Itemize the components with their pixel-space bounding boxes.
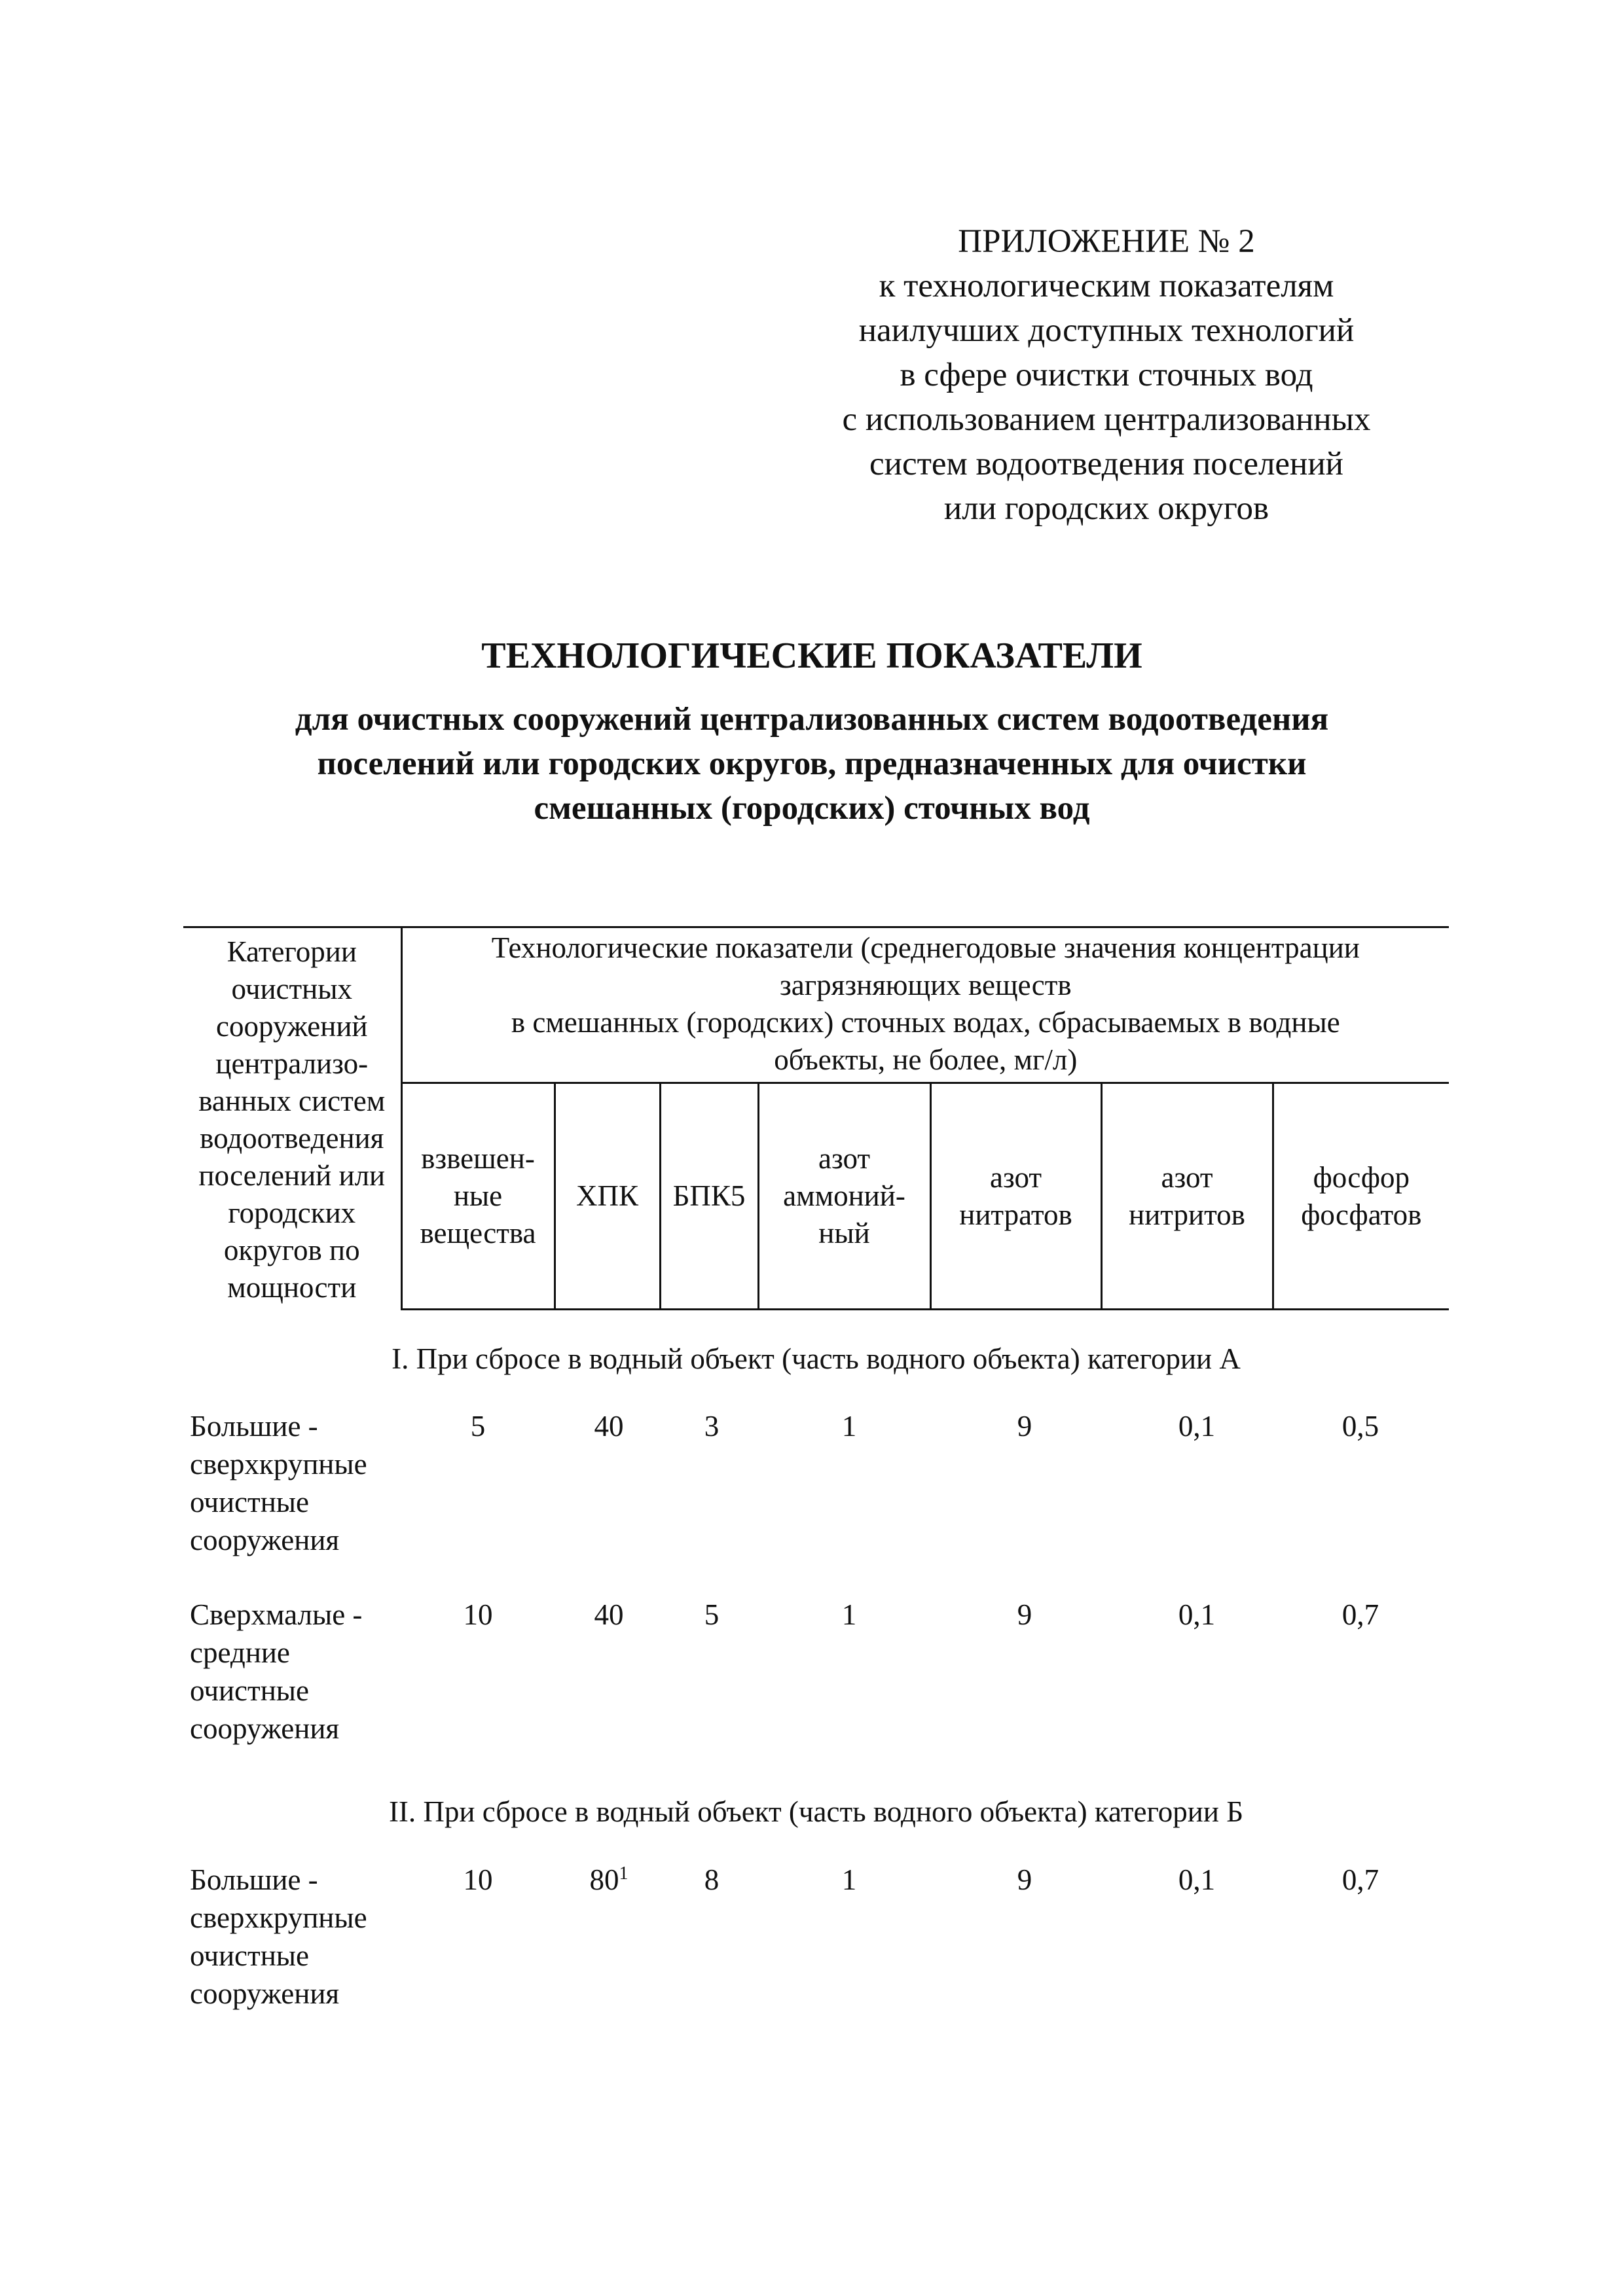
section-title: II. При сбросе в водный объект (часть водного объекта) категории Б [388,1795,1244,1828]
cell-value: 10 [463,1863,493,1896]
appendix-line: с использованием централизованных [842,401,1371,438]
cell-value: 40 [594,1598,624,1631]
table-header [183,926,1449,1310]
appendix-line: к технологическим показателям [879,268,1334,304]
subtitle-line: смешанных (городских) сточных вод [534,790,1090,827]
indicators-group-header: Технологические показатели (среднегодовые значения концентрации загрязняющих веществ в смешанных (городских) сточных водах, сбрасываемых в водные объекты, не более, мг/л) [401,927,1449,1083]
footnote-marker: 1 [619,1863,629,1884]
column-header-nitrate-nitrogen: азот нитратов [930,1083,1101,1310]
subtitle-line: поселений или городских округов, предназначенных для очистки [317,745,1307,782]
column-header-nitrite-nitrogen: азот нитритов [1101,1083,1273,1310]
row-category: Большие - сверхкрупные очистные сооружения [190,1410,367,1556]
cell-value: 8 [704,1863,720,1896]
cell-value: 0,1 [1178,1410,1216,1443]
row-category: Большие - сверхкрупные очистные сооружения [190,1863,367,2010]
appendix-line: или городских округов [943,490,1269,527]
cell-value: 9 [1017,1863,1032,1896]
appendix-line: систем водоотведения поселений [869,446,1343,482]
cell-value: 0,7 [1341,1598,1379,1631]
appendix-block [753,219,1460,531]
appendix-line: наилучших доступных технологий [858,312,1355,349]
cell-value: 5 [470,1410,486,1443]
appendix-line: в сфере очистки сточных вод [900,357,1313,393]
cell-value: 0,5 [1341,1410,1379,1443]
column-header-cod: ХПК [555,1083,660,1310]
cell-value: $80^1$ [589,1863,629,1896]
cell-value: 10 [463,1598,493,1631]
category-header: Категории очистных сооружений централизо- ванных систем водоотведения поселений или городских округов по мощности [183,927,401,1310]
cell-value: 9 [1017,1410,1032,1443]
document-title: ТЕХНОЛОГИЧЕСКИЕ ПОКАЗАТЕЛИ [481,636,1142,676]
cell-value: 9 [1017,1598,1032,1631]
cell-value: 40 [594,1410,624,1443]
section-title: I. При сбросе в водный объект (часть водного объекта) категории А [392,1342,1241,1375]
cell-value: 0,1 [1178,1598,1216,1631]
column-header-ammonium-nitrogen: азот аммоний- ный [758,1083,930,1310]
column-header-bod5: БПК5 [660,1083,758,1310]
cell-value: 1 [841,1410,857,1443]
cell-value: 3 [704,1410,720,1443]
cell-value: 5 [704,1598,720,1631]
cell-value: 1 [841,1863,857,1896]
column-header-phosphate-phosphorus: фосфор фосфатов [1273,1083,1449,1310]
row-category: Сверхмалые - средние очистные сооружения [190,1598,363,1745]
cell-value: 1 [841,1598,857,1631]
cell-value: 0,1 [1178,1863,1216,1896]
document-subtitle [131,697,1493,831]
appendix-number: ПРИЛОЖЕНИЕ № 2 [958,223,1255,260]
column-header-suspended-solids: взвешен- ные вещества [401,1083,555,1310]
subtitle-line: для очистных сооружений централизованных систем водоотведения [295,701,1329,738]
cell-value: 0,7 [1341,1863,1379,1896]
